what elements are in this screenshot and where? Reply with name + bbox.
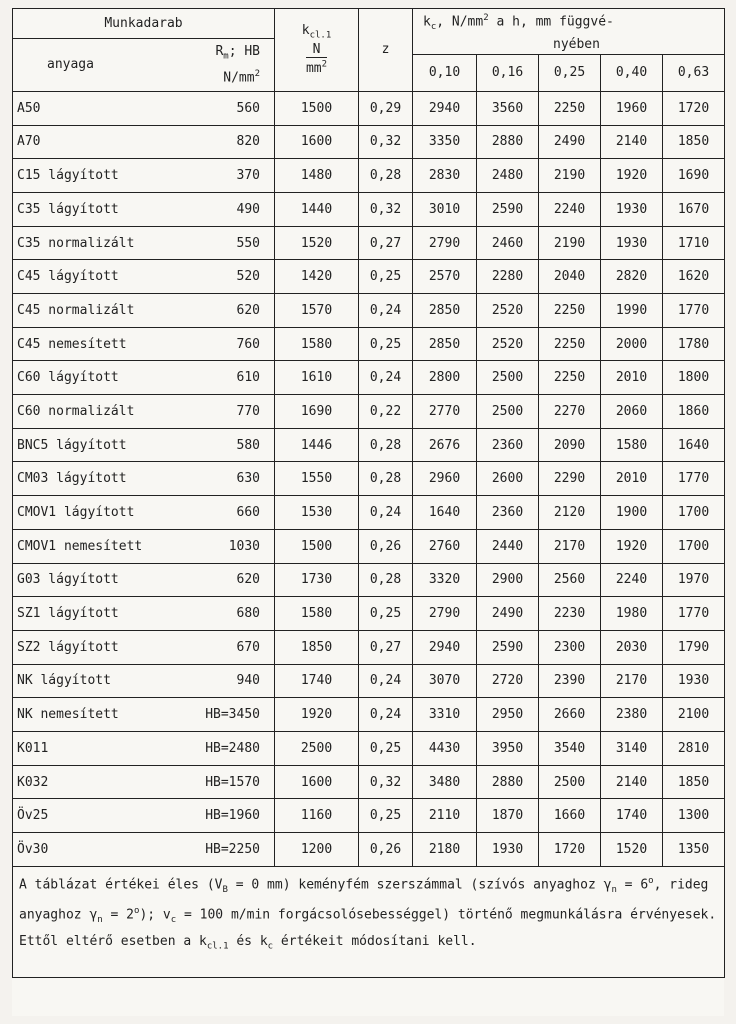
kcl-cell: 1580 bbox=[275, 327, 359, 361]
kc-cell: 1920 bbox=[601, 529, 663, 563]
kc-cell: 2170 bbox=[601, 664, 663, 698]
kcl-unit: $\frac{N}{mm^2}$ bbox=[305, 42, 328, 77]
rm-cell: 760 bbox=[191, 327, 275, 361]
h-value-header: 0,63 bbox=[663, 54, 725, 91]
kc-cell: 1690 bbox=[663, 159, 725, 193]
kcl-cell: 1420 bbox=[275, 260, 359, 294]
kc-cell: 3480 bbox=[413, 765, 477, 799]
table-row bbox=[13, 597, 725, 631]
kcl-cell: 1480 bbox=[275, 159, 359, 193]
rm-cell: 1030 bbox=[191, 529, 275, 563]
kc-cell: 2790 bbox=[413, 226, 477, 260]
rm-cell: HB=2250 bbox=[191, 833, 275, 867]
z-cell: 0,25 bbox=[359, 260, 413, 294]
kc-cell: 2570 bbox=[413, 260, 477, 294]
kc-cell: 1740 bbox=[601, 799, 663, 833]
kc-cell: 2240 bbox=[601, 563, 663, 597]
kc-cell: 1300 bbox=[663, 799, 725, 833]
z-cell: 0,28 bbox=[359, 428, 413, 462]
kc-cell: 2000 bbox=[601, 327, 663, 361]
workpiece-label: Munkadarab bbox=[104, 16, 183, 31]
kc-cell: 1620 bbox=[663, 260, 725, 294]
kc-cell: 1720 bbox=[539, 833, 601, 867]
kcl-cell: 1160 bbox=[275, 799, 359, 833]
material-cell: CMOV1 lágyított bbox=[13, 496, 191, 530]
kc-cell: 2230 bbox=[539, 597, 601, 631]
kc-cell: 1580 bbox=[601, 428, 663, 462]
kc-cell: 2010 bbox=[601, 462, 663, 496]
kc-cell: 2110 bbox=[413, 799, 477, 833]
kc-cell: 2770 bbox=[413, 395, 477, 429]
kc-cell: 2100 bbox=[663, 698, 725, 732]
kc-cell: 2250 bbox=[539, 327, 601, 361]
kc-cell: 3140 bbox=[601, 731, 663, 765]
z-cell: 0,28 bbox=[359, 563, 413, 597]
kc-cell: 2500 bbox=[477, 395, 539, 429]
kcl-cell: 1550 bbox=[275, 462, 359, 496]
kcl-cell: 1610 bbox=[275, 361, 359, 395]
table-row bbox=[13, 833, 725, 867]
z-cell: 0,27 bbox=[359, 226, 413, 260]
table-note: A táblázat értékei éles ($V_B = 0$ mm) keményfém szerszámmal (szívós anyaghoz $\gamma_n = 6^o$, rideg anyaghoz $\gamma_n = 2^o$); $v_c = 100$ m/min forgácsolósebességgel) történő megmunkálásra érvényesek. Ettől eltérő esetben a $k_{cl.1}$ és $k_c$ értékeit módosítani kell. bbox=[13, 866, 725, 977]
kc-cell: 3560 bbox=[477, 91, 539, 125]
material-cell: C60 lágyított bbox=[13, 361, 191, 395]
material-cell: K011 bbox=[13, 731, 191, 765]
rm-cell: 630 bbox=[191, 462, 275, 496]
kc-cell: 1850 bbox=[663, 765, 725, 799]
table-row bbox=[13, 428, 725, 462]
kc-cell: 1800 bbox=[663, 361, 725, 395]
table-row bbox=[13, 563, 725, 597]
material-cell: C45 nemesített bbox=[13, 327, 191, 361]
z-cell: 0,24 bbox=[359, 294, 413, 328]
kcl-cell: 1920 bbox=[275, 698, 359, 732]
z-cell: 0,24 bbox=[359, 496, 413, 530]
table-row bbox=[13, 462, 725, 496]
material-cell: BNC5 lágyított bbox=[13, 428, 191, 462]
kc-cell: 2940 bbox=[413, 91, 477, 125]
kc-cell: 2830 bbox=[413, 159, 477, 193]
material-cell: G03 lágyított bbox=[13, 563, 191, 597]
kc-cell: 2140 bbox=[601, 125, 663, 159]
kcl-cell: 1730 bbox=[275, 563, 359, 597]
table-row bbox=[13, 698, 725, 732]
table-row bbox=[13, 529, 725, 563]
kc-cell: 2820 bbox=[601, 260, 663, 294]
kcl-cell: 1530 bbox=[275, 496, 359, 530]
kc-cell: 2380 bbox=[601, 698, 663, 732]
kc-cell: 2090 bbox=[539, 428, 601, 462]
kc-cell: 2880 bbox=[477, 125, 539, 159]
material-cell: Öv25 bbox=[13, 799, 191, 833]
kcl-cell: 1440 bbox=[275, 192, 359, 226]
z-cell: 0,26 bbox=[359, 833, 413, 867]
material-cell: C45 lágyított bbox=[13, 260, 191, 294]
kc-cell: 1960 bbox=[601, 91, 663, 125]
rm-cell: 580 bbox=[191, 428, 275, 462]
kc-cell: 2760 bbox=[413, 529, 477, 563]
z-cell: 0,26 bbox=[359, 529, 413, 563]
h-value-header: 0,16 bbox=[477, 54, 539, 91]
z-cell: 0,25 bbox=[359, 597, 413, 631]
kc-cell: 2810 bbox=[663, 731, 725, 765]
kc-cell: 2720 bbox=[477, 664, 539, 698]
table-row bbox=[13, 159, 725, 193]
kc-cell: 1860 bbox=[663, 395, 725, 429]
material-cell: K032 bbox=[13, 765, 191, 799]
table-row bbox=[13, 260, 725, 294]
table-row bbox=[13, 361, 725, 395]
table-row bbox=[13, 91, 725, 125]
kc-cell: 2360 bbox=[477, 496, 539, 530]
kc-cell: 2180 bbox=[413, 833, 477, 867]
kc-cell: 2120 bbox=[539, 496, 601, 530]
kc-cell: 1640 bbox=[413, 496, 477, 530]
kc-cell: 1700 bbox=[663, 496, 725, 530]
kc-header: $k_c$, $N/mm^2$ a h, mm függvé- nyében bbox=[413, 9, 725, 55]
rm-cell: 620 bbox=[191, 563, 275, 597]
kc-cell: 1980 bbox=[601, 597, 663, 631]
kc-cell: 2010 bbox=[601, 361, 663, 395]
kc-cell: 3320 bbox=[413, 563, 477, 597]
table-row bbox=[13, 327, 725, 361]
kc-cell: 1770 bbox=[663, 294, 725, 328]
rm-label: $R_m$; HB $N/mm^2$ bbox=[215, 43, 260, 86]
rm-cell: HB=2480 bbox=[191, 731, 275, 765]
z-cell: 0,25 bbox=[359, 799, 413, 833]
kc-cell: 2590 bbox=[477, 192, 539, 226]
kcl-cell: 1446 bbox=[275, 428, 359, 462]
table-row bbox=[13, 294, 725, 328]
z-cell: 0,22 bbox=[359, 395, 413, 429]
kc-cell: 2040 bbox=[539, 260, 601, 294]
kc-cell: 1710 bbox=[663, 226, 725, 260]
z-cell: 0,25 bbox=[359, 327, 413, 361]
rm-cell: 610 bbox=[191, 361, 275, 395]
z-cell: 0,32 bbox=[359, 192, 413, 226]
material-cell: NK nemesített bbox=[13, 698, 191, 732]
rm-cell: 940 bbox=[191, 664, 275, 698]
kc-cell: 3310 bbox=[413, 698, 477, 732]
kc-cell: 1920 bbox=[601, 159, 663, 193]
kc-cell: 1900 bbox=[601, 496, 663, 530]
kc-cell: 1790 bbox=[663, 630, 725, 664]
kc-cell: 1930 bbox=[477, 833, 539, 867]
kc-cell: 2850 bbox=[413, 327, 477, 361]
workpiece-header bbox=[13, 9, 275, 39]
kc-cell: 1970 bbox=[663, 563, 725, 597]
material-cell: A50 bbox=[13, 91, 191, 125]
material-cell: SZ1 lágyított bbox=[13, 597, 191, 631]
kc-cell: 2600 bbox=[477, 462, 539, 496]
kc-cell: 3070 bbox=[413, 664, 477, 698]
material-cell: Öv30 bbox=[13, 833, 191, 867]
kc-cell: 2250 bbox=[539, 91, 601, 125]
material-cell: C45 normalizált bbox=[13, 294, 191, 328]
table-row bbox=[13, 395, 725, 429]
kc-cell: 2790 bbox=[413, 597, 477, 631]
h-value-header: 0,40 bbox=[601, 54, 663, 91]
kc-cell: 2520 bbox=[477, 294, 539, 328]
kc-cell: 2480 bbox=[477, 159, 539, 193]
material-cell: A70 bbox=[13, 125, 191, 159]
kc-cell: 1780 bbox=[663, 327, 725, 361]
rm-cell: 560 bbox=[191, 91, 275, 125]
kcl-cell: 2500 bbox=[275, 731, 359, 765]
rm-cell: 770 bbox=[191, 395, 275, 429]
kcl-cell: 1500 bbox=[275, 91, 359, 125]
material-cell: NK lágyított bbox=[13, 664, 191, 698]
kcl-cell: 1850 bbox=[275, 630, 359, 664]
rm-cell: 670 bbox=[191, 630, 275, 664]
rm-cell: 490 bbox=[191, 192, 275, 226]
kcl-cell: 1600 bbox=[275, 125, 359, 159]
rm-cell: 370 bbox=[191, 159, 275, 193]
table-row bbox=[13, 799, 725, 833]
kcl-cell: 1200 bbox=[275, 833, 359, 867]
kc-cell: 2060 bbox=[601, 395, 663, 429]
kc-cell: 2500 bbox=[477, 361, 539, 395]
kc-cell: 1930 bbox=[601, 226, 663, 260]
kc-cell: 2500 bbox=[539, 765, 601, 799]
z-cell: 0,28 bbox=[359, 462, 413, 496]
table-row bbox=[13, 630, 725, 664]
z-cell: 0,29 bbox=[359, 91, 413, 125]
kc-cell: 2660 bbox=[539, 698, 601, 732]
kc-cell: 2240 bbox=[539, 192, 601, 226]
table-row bbox=[13, 226, 725, 260]
table-row bbox=[13, 496, 725, 530]
kc-cell: 1720 bbox=[663, 91, 725, 125]
material-cell: C60 normalizált bbox=[13, 395, 191, 429]
kcl-cell: 1600 bbox=[275, 765, 359, 799]
kc-cell: 2960 bbox=[413, 462, 477, 496]
kc-cell: 2250 bbox=[539, 361, 601, 395]
kc-cell: 2950 bbox=[477, 698, 539, 732]
kc-cell: 2190 bbox=[539, 159, 601, 193]
kc-cell: 2560 bbox=[539, 563, 601, 597]
kc-cell: 2490 bbox=[477, 597, 539, 631]
cutting-force-table bbox=[12, 8, 725, 978]
kc-cell: 2800 bbox=[413, 361, 477, 395]
kcl-header: $k_{cl.1}$ $\frac{N}{mm^2}$ bbox=[275, 9, 359, 92]
z-header: z bbox=[359, 9, 413, 92]
kc-cell: 3010 bbox=[413, 192, 477, 226]
kc-cell: 2280 bbox=[477, 260, 539, 294]
kc-cell: 2270 bbox=[539, 395, 601, 429]
kc-cell: 4430 bbox=[413, 731, 477, 765]
kc-cell: 3350 bbox=[413, 125, 477, 159]
table-body bbox=[13, 91, 725, 866]
kcl-cell: 1520 bbox=[275, 226, 359, 260]
kc-cell: 1640 bbox=[663, 428, 725, 462]
kc-cell: 1350 bbox=[663, 833, 725, 867]
kc-cell: 2520 bbox=[477, 327, 539, 361]
rm-cell: HB=1570 bbox=[191, 765, 275, 799]
material-cell: CM03 lágyított bbox=[13, 462, 191, 496]
z-cell: 0,28 bbox=[359, 159, 413, 193]
z-cell: 0,32 bbox=[359, 765, 413, 799]
kc-cell: 1660 bbox=[539, 799, 601, 833]
kc-cell: 2440 bbox=[477, 529, 539, 563]
z-cell: 0,27 bbox=[359, 630, 413, 664]
kc-cell: 1770 bbox=[663, 597, 725, 631]
kcl-cell: 1570 bbox=[275, 294, 359, 328]
material-cell: C35 lágyított bbox=[13, 192, 191, 226]
kc-cell: 1520 bbox=[601, 833, 663, 867]
kc-cell: 1850 bbox=[663, 125, 725, 159]
z-cell: 0,25 bbox=[359, 731, 413, 765]
material-label: anyaga bbox=[47, 57, 94, 73]
kc-cell: 2360 bbox=[477, 428, 539, 462]
rm-cell: 550 bbox=[191, 226, 275, 260]
h-value-header: 0,10 bbox=[413, 54, 477, 91]
rm-cell: 660 bbox=[191, 496, 275, 530]
kcl-cell: 1580 bbox=[275, 597, 359, 631]
rm-cell: 820 bbox=[191, 125, 275, 159]
material-header bbox=[13, 39, 275, 92]
kcl-cell: 1740 bbox=[275, 664, 359, 698]
z-cell: 0,24 bbox=[359, 361, 413, 395]
kc-cell: 2490 bbox=[539, 125, 601, 159]
z-cell: 0,32 bbox=[359, 125, 413, 159]
kc-cell: 1990 bbox=[601, 294, 663, 328]
kc-cell: 2140 bbox=[601, 765, 663, 799]
kc-cell: 2030 bbox=[601, 630, 663, 664]
table-row bbox=[13, 765, 725, 799]
z-cell: 0,24 bbox=[359, 664, 413, 698]
kcl-cell: 1690 bbox=[275, 395, 359, 429]
kc-cell: 1670 bbox=[663, 192, 725, 226]
kc-cell: 2850 bbox=[413, 294, 477, 328]
rm-cell: HB=3450 bbox=[191, 698, 275, 732]
kc-cell: 3540 bbox=[539, 731, 601, 765]
kc-cell: 2250 bbox=[539, 294, 601, 328]
material-cell: C35 normalizált bbox=[13, 226, 191, 260]
rm-cell: 620 bbox=[191, 294, 275, 328]
kc-cell: 2880 bbox=[477, 765, 539, 799]
table-row bbox=[13, 192, 725, 226]
kc-cell: 2676 bbox=[413, 428, 477, 462]
kcl-cell: 1500 bbox=[275, 529, 359, 563]
kc-cell: 2290 bbox=[539, 462, 601, 496]
table-row bbox=[13, 125, 725, 159]
z-cell: 0,24 bbox=[359, 698, 413, 732]
kc-cell: 2900 bbox=[477, 563, 539, 597]
kc-cell: 1930 bbox=[601, 192, 663, 226]
material-cell: CMOV1 nemesített bbox=[13, 529, 191, 563]
h-value-header: 0,25 bbox=[539, 54, 601, 91]
kc-cell: 2390 bbox=[539, 664, 601, 698]
material-cell: C15 lágyított bbox=[13, 159, 191, 193]
document-page bbox=[12, 8, 724, 1016]
table-row bbox=[13, 664, 725, 698]
rm-cell: 680 bbox=[191, 597, 275, 631]
kc-cell: 2940 bbox=[413, 630, 477, 664]
material-cell: SZ2 lágyított bbox=[13, 630, 191, 664]
kc-cell: 3950 bbox=[477, 731, 539, 765]
kc-cell: 2590 bbox=[477, 630, 539, 664]
kc-cell: 1700 bbox=[663, 529, 725, 563]
kc-cell: 1870 bbox=[477, 799, 539, 833]
kc-cell: 2190 bbox=[539, 226, 601, 260]
rm-cell: HB=1960 bbox=[191, 799, 275, 833]
rm-cell: 520 bbox=[191, 260, 275, 294]
kc-cell: 1930 bbox=[663, 664, 725, 698]
kc-cell: 2300 bbox=[539, 630, 601, 664]
kc-cell: 2170 bbox=[539, 529, 601, 563]
kc-cell: 2460 bbox=[477, 226, 539, 260]
table-row bbox=[13, 731, 725, 765]
kc-cell: 1770 bbox=[663, 462, 725, 496]
